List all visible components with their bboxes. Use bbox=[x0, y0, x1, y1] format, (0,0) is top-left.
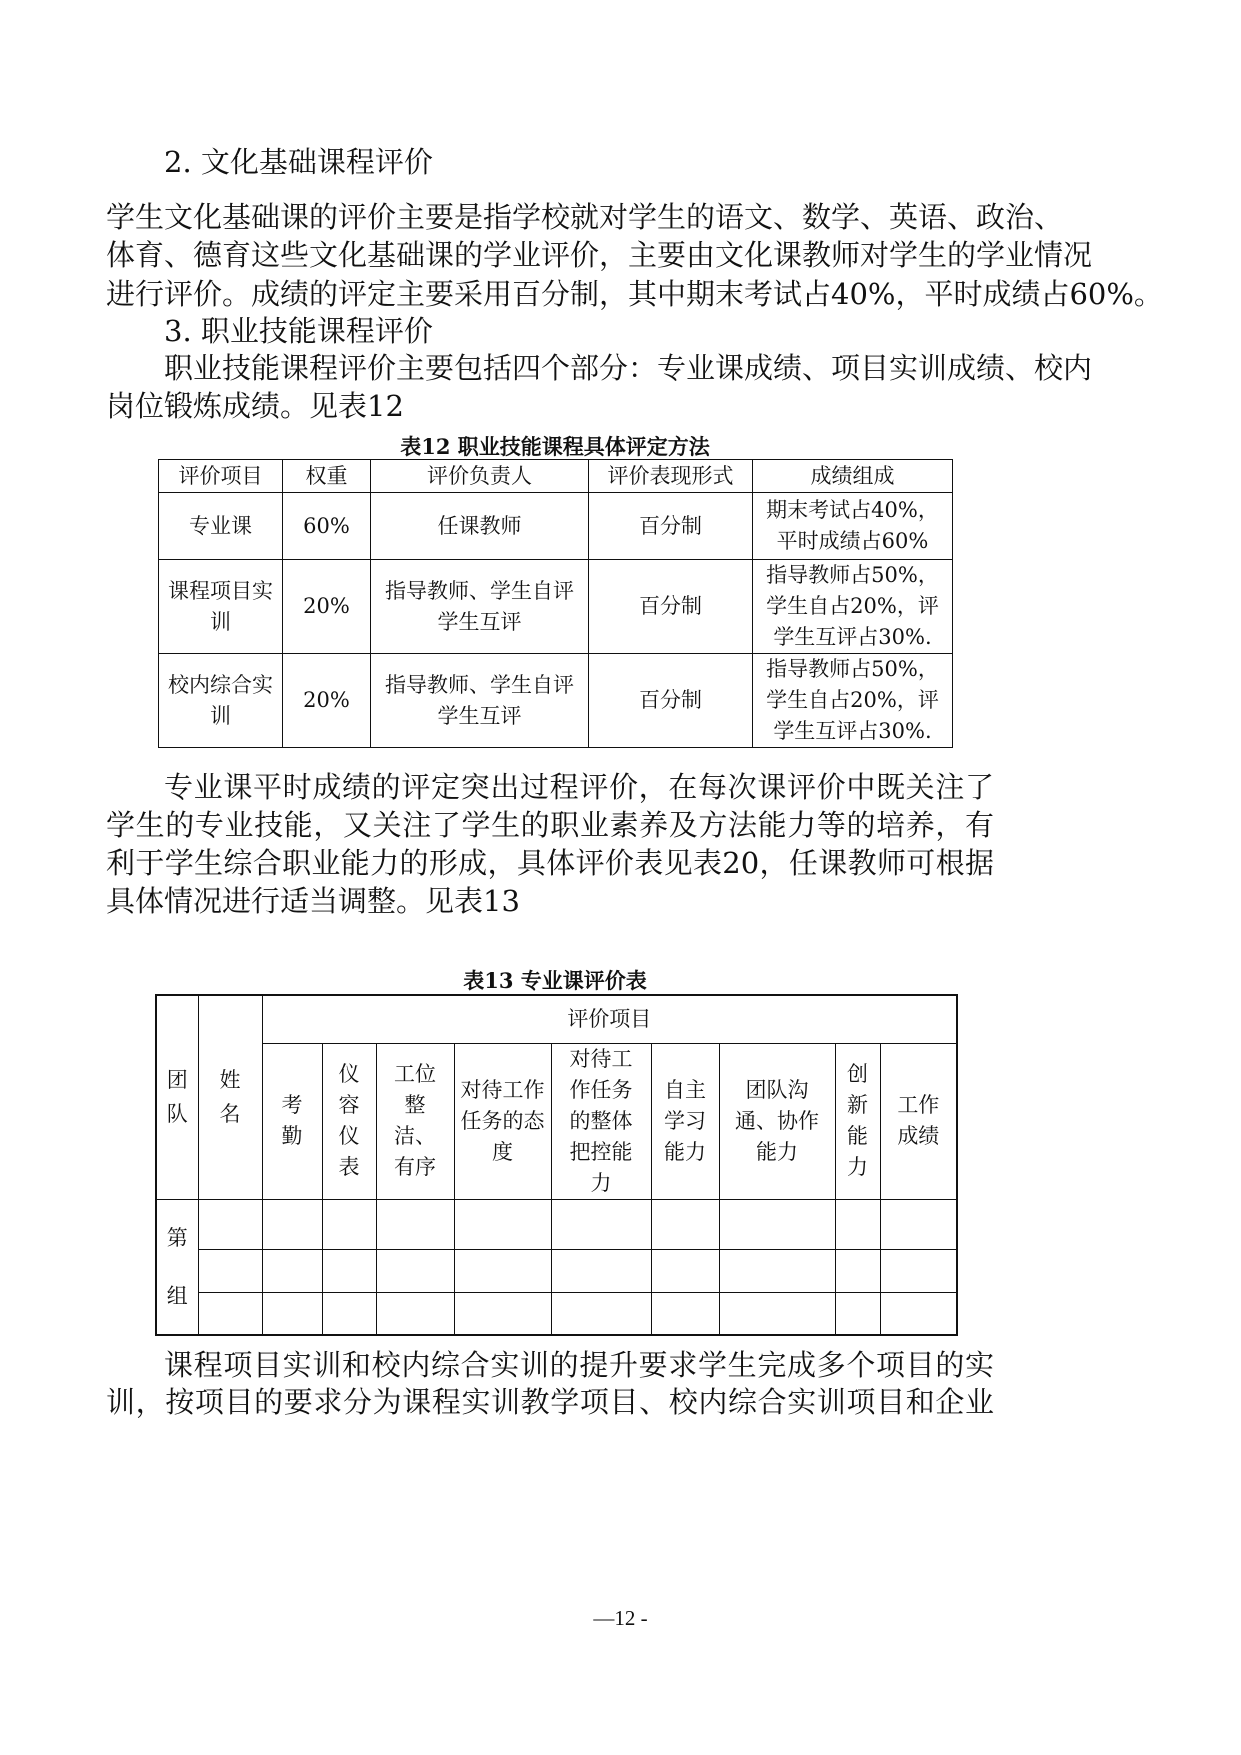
table-cell bbox=[454, 1292, 551, 1335]
subheader-innovation bbox=[835, 1043, 880, 1199]
table13-group-cell bbox=[156, 1199, 198, 1335]
table12-cell-item: 专业课 bbox=[159, 493, 283, 560]
table-cell bbox=[719, 1199, 835, 1249]
culture-para-line-3: 进行评价。成绩的评定主要采用百分制，其中期末考试占40%，平时成绩占60%。 bbox=[106, 277, 1163, 311]
attitude-label: 对待工作任务的态度 bbox=[460, 1077, 545, 1164]
table12-cell-weight: 20% bbox=[283, 654, 371, 748]
page-number: —12 - bbox=[593, 1606, 648, 1630]
table-cell bbox=[551, 1249, 651, 1292]
name-label: 姓名 bbox=[219, 1068, 241, 1127]
appearance-label: 仪容仪表 bbox=[338, 1062, 360, 1179]
table-cell bbox=[719, 1249, 835, 1292]
workstation-label: 工位整洁、有序 bbox=[394, 1062, 436, 1179]
table-cell bbox=[322, 1292, 376, 1335]
table12-cell-owner: 指导教师、学生自评学生互评 bbox=[371, 560, 589, 654]
subheader-self-learning bbox=[651, 1043, 719, 1199]
table12-cell-composition: 指导教师占50%，学生自占20%，评学生互评占30%. bbox=[753, 654, 953, 748]
table-cell bbox=[551, 1292, 651, 1335]
table-cell bbox=[262, 1292, 322, 1335]
subheader-control bbox=[551, 1043, 651, 1199]
table-cell bbox=[835, 1199, 880, 1249]
table-row bbox=[159, 493, 953, 560]
table13-header-row bbox=[156, 995, 957, 1043]
table12-cell-weight: 20% bbox=[283, 560, 371, 654]
process-para-line-3: 利于学生综合职业能力的形成，具体评价表见表20，任课教师可根据 bbox=[106, 846, 994, 880]
work-result-label: 工作成绩 bbox=[897, 1093, 940, 1148]
table12-header-form: 评价表现形式 bbox=[589, 460, 753, 493]
table-cell bbox=[551, 1199, 651, 1249]
table12-cell-item: 校内综合实训 bbox=[159, 654, 283, 748]
table-row bbox=[159, 560, 953, 654]
process-para-line-2: 学生的专业技能，又关注了学生的职业素养及方法能力等的培养，有 bbox=[106, 808, 994, 842]
process-para-line-4: 具体情况进行适当调整。见表13 bbox=[106, 884, 520, 918]
teamwork-label: 团队沟通、协作能力 bbox=[735, 1077, 819, 1164]
table-cell bbox=[376, 1292, 454, 1335]
table-row bbox=[159, 654, 953, 748]
table13-header-team bbox=[156, 995, 198, 1199]
table12-cell-composition: 期末考试占40%，平时成绩占60% bbox=[753, 493, 953, 560]
table12-cell-composition: 指导教师占50%，学生自占20%，评学生互评占30%. bbox=[753, 560, 953, 654]
self-learning-label: 自主学习能力 bbox=[664, 1077, 706, 1164]
table-row bbox=[156, 1292, 957, 1335]
table-cell bbox=[835, 1249, 880, 1292]
table-cell bbox=[198, 1249, 262, 1292]
table12-cell-owner: 指导教师、学生自评学生互评 bbox=[371, 654, 589, 748]
table13-caption: 表13 专业课评价表 bbox=[463, 968, 647, 993]
culture-para-line-2: 体育、德育这些文化基础课的学业评价，主要由文化课教师对学生的学业情况 bbox=[106, 238, 1093, 272]
vocational-para-line-2: 岗位锻炼成绩。见表12 bbox=[106, 389, 404, 423]
table12-cell-item: 课程项目实训 bbox=[159, 560, 283, 654]
culture-heading: 2. 文化基础课程评价 bbox=[164, 145, 433, 179]
table12-header-row bbox=[159, 460, 953, 493]
subheader-attendance bbox=[262, 1043, 322, 1199]
table12 bbox=[158, 459, 953, 748]
table12-header-item: 评价项目 bbox=[159, 460, 283, 493]
table-row bbox=[156, 1249, 957, 1292]
table-cell bbox=[880, 1292, 957, 1335]
table-cell bbox=[262, 1249, 322, 1292]
table12-header-weight: 权重 bbox=[283, 460, 371, 493]
closing-para-line-1: 课程项目实训和校内综合实训的提升要求学生完成多个项目的实 bbox=[164, 1348, 994, 1382]
closing-para-line-2: 训，按项目的要求分为课程实训教学项目、校内综合实训项目和企业 bbox=[106, 1385, 994, 1419]
subheader-teamwork bbox=[719, 1043, 835, 1199]
table-cell bbox=[880, 1199, 957, 1249]
table-row bbox=[156, 1199, 957, 1249]
control-label: 对待工作任务的整体把控能力 bbox=[569, 1046, 633, 1195]
table-cell bbox=[198, 1292, 262, 1335]
table12-caption: 表12 职业技能课程具体评定方法 bbox=[400, 434, 710, 459]
table-cell bbox=[262, 1199, 322, 1249]
table-cell bbox=[322, 1199, 376, 1249]
table13-group-header: 评价项目 bbox=[262, 995, 957, 1043]
group-label: 第组 bbox=[166, 1225, 188, 1308]
table13-subheader-row bbox=[156, 1043, 957, 1199]
vocational-heading: 3. 职业技能课程评价 bbox=[164, 314, 433, 348]
table-cell bbox=[651, 1292, 719, 1335]
table12-cell-owner: 任课教师 bbox=[371, 493, 589, 560]
table-cell bbox=[651, 1249, 719, 1292]
table-cell bbox=[880, 1249, 957, 1292]
innovation-label: 创新能力 bbox=[847, 1062, 868, 1179]
vocational-para-line-1: 职业技能课程评价主要包括四个部分：专业课成绩、项目实训成绩、校内 bbox=[164, 351, 1093, 385]
table12-cell-form: 百分制 bbox=[589, 560, 753, 654]
table-cell bbox=[454, 1199, 551, 1249]
table-cell bbox=[651, 1199, 719, 1249]
subheader-workstation bbox=[376, 1043, 454, 1199]
table13-header-name bbox=[198, 995, 262, 1199]
attendance-label: 考勤 bbox=[281, 1093, 303, 1148]
table12-cell-weight: 60% bbox=[283, 493, 371, 560]
table-cell bbox=[376, 1249, 454, 1292]
table12-cell-form: 百分制 bbox=[589, 493, 753, 560]
table12-cell-form: 百分制 bbox=[589, 654, 753, 748]
table13 bbox=[155, 994, 958, 1336]
subheader-appearance bbox=[322, 1043, 376, 1199]
table12-header-composition: 成绩组成 bbox=[753, 460, 953, 493]
table12-header-owner: 评价负责人 bbox=[371, 460, 589, 493]
table-cell bbox=[719, 1292, 835, 1335]
team-label: 团队 bbox=[166, 1068, 188, 1127]
table-cell bbox=[835, 1292, 880, 1335]
culture-para-line-1: 学生文化基础课的评价主要是指学校就对学生的语文、数学、英语、政治、 bbox=[106, 200, 1064, 234]
process-para-line-1: 专业课平时成绩的评定突出过程评价，在每次课评价中既关注了 bbox=[164, 770, 994, 804]
subheader-work-result bbox=[880, 1043, 957, 1199]
table-cell bbox=[376, 1199, 454, 1249]
table-cell bbox=[198, 1199, 262, 1249]
subheader-attitude bbox=[454, 1043, 551, 1199]
table-cell bbox=[322, 1249, 376, 1292]
table-cell bbox=[454, 1249, 551, 1292]
